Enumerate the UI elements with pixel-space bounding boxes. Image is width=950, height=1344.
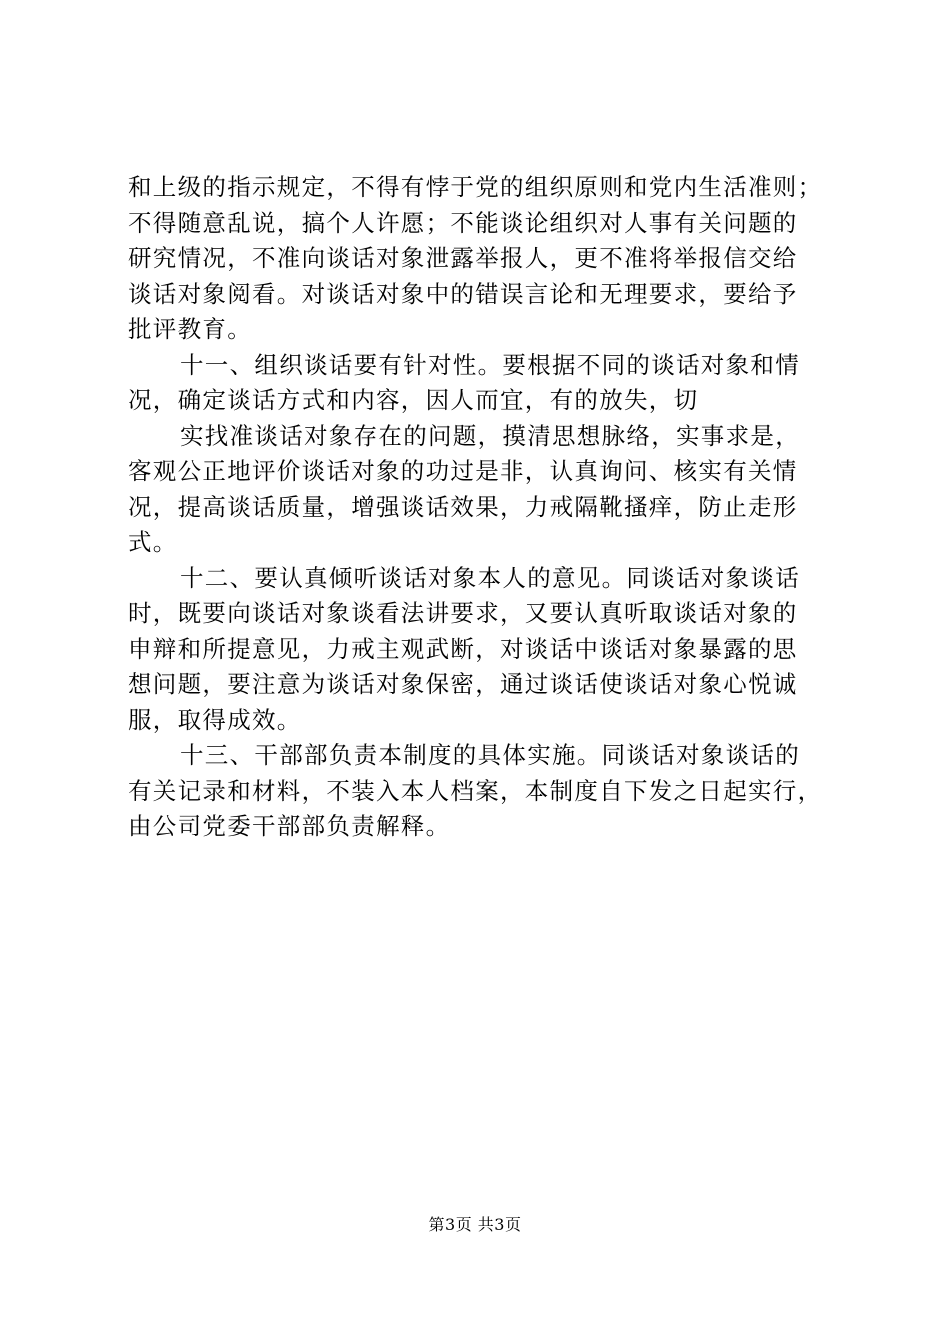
text-line: 服，取得成效。 xyxy=(128,705,302,734)
text-line: 十二、要认真倾听谈话对象本人的意见。同谈话对象谈话 xyxy=(180,563,800,592)
page-footer: 第3页 共3页 xyxy=(428,1215,522,1234)
text-line: 实找准谈话对象存在的问题，摸清思想脉络，实事求是， xyxy=(180,421,800,450)
text-line: 况，提高谈话质量，增强谈话效果，力戒隔靴搔痒，防止走形 xyxy=(128,492,798,521)
text-line: 不得随意乱说，搞个人许愿；不能谈论组织对人事有关问题的 xyxy=(128,208,798,237)
text-line: 研究情况，不准向谈话对象泄露举报人，更不准将举报信交给 xyxy=(128,244,798,272)
text-line: 由公司党委干部部负责解释。 xyxy=(128,812,451,840)
text-line: 客观公正地评价谈话对象的功过是非，认真询问、核实有关情 xyxy=(128,457,798,485)
text-line: 时，既要向谈话对象谈看法讲要求，又要认真听取谈话对象的 xyxy=(128,599,798,627)
text-line: 有关记录和材料，不装入本人档案，本制度自下发之日起实行， xyxy=(128,776,823,805)
text-line: 十一、组织谈话要有针对性。要根据不同的谈话对象和情 xyxy=(180,350,800,379)
text-line: 申辩和所提意见，力戒主观武断，对谈话中谈话对象暴露的思 xyxy=(128,634,798,663)
text-line: 和上级的指示规定，不得有悖于党的组织原则和党内生活准则； xyxy=(128,173,823,201)
text-line: 谈话对象阅看。对谈话对象中的错误言论和无理要求，要给予 xyxy=(128,279,798,308)
text-line: 十三、干部部负责本制度的具体实施。同谈话对象谈话的 xyxy=(180,741,800,769)
text-line: 况，确定谈话方式和内容，因人而宜，有的放失，切 xyxy=(128,386,699,414)
text-line: 想问题，要注意为谈话对象保密，通过谈话使谈话对象心悦诚 xyxy=(128,670,798,698)
text-line: 式。 xyxy=(128,528,178,556)
text-line: 批评教育。 xyxy=(128,315,252,343)
document-body xyxy=(128,170,838,845)
